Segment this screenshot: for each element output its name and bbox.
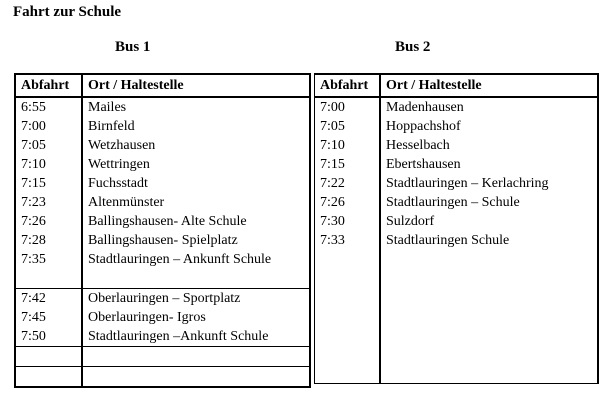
bus2-row — [315, 231, 599, 250]
bus1-col-time-header: Abfahrt — [15, 74, 82, 97]
bus1-row — [15, 155, 310, 174]
bus2-row — [315, 345, 599, 364]
bus2-time-cell — [315, 250, 381, 269]
bus1-row — [15, 117, 310, 136]
bus2-stop-cell — [380, 250, 598, 269]
bus2-row — [315, 117, 599, 136]
bus2-stop-cell: Sulzdorf — [386, 213, 435, 229]
page-title: Fahrt zur Schule — [13, 4, 122, 20]
bus2-col-stop-header: Ort / Haltestelle — [380, 74, 598, 97]
bus2-row — [315, 307, 599, 326]
bus2-time-cell: 7:10 — [315, 136, 381, 155]
bus1-stop-cell: Fuchsstadt — [88, 175, 148, 191]
bus1-row — [15, 174, 310, 193]
bus1-row — [15, 308, 310, 327]
bus1-time-cell: 7:28 — [15, 231, 82, 250]
bus2-row — [315, 326, 599, 345]
bus1-row — [15, 347, 310, 367]
bus1-time-cell: 7:35 — [15, 250, 82, 269]
bus1-row — [15, 231, 310, 250]
bus2-stop-cell: Stadtlauringen Schule — [386, 232, 510, 248]
bus1-time-cell: 7:00 — [15, 117, 82, 136]
bus2-stop-cell — [380, 307, 598, 326]
bus1-stop-cell: Ballingshausen- Alte Schule — [88, 213, 247, 229]
bus1-stop-cell — [82, 347, 310, 367]
bus2-row — [315, 193, 599, 212]
bus1-row — [15, 289, 310, 309]
bus1-row — [15, 367, 310, 388]
bus1-stop-cell: Oberlauringen – Sportplatz — [82, 289, 310, 309]
bus2-time-cell: 7:22 — [315, 174, 381, 193]
bus2-stop-cell: Hoppachshof — [386, 118, 461, 134]
bus1-stop-cell: Wetzhausen — [88, 137, 156, 153]
bus1-stop-cell: Mailes — [88, 99, 127, 115]
bus1-row — [15, 269, 310, 289]
bus1-col-stop-header: Ort / Haltestelle — [82, 74, 310, 97]
bus2-stop-cell: Stadtlauringen – Schule — [386, 194, 520, 210]
bus1-time-cell: 7:50 — [15, 327, 82, 347]
bus2-time-cell: 7:00 — [315, 97, 381, 117]
bus2-row — [315, 212, 599, 231]
bus2-time-cell — [315, 364, 381, 384]
bus1-time-cell: 7:42 — [15, 289, 82, 309]
bus1-stop-cell: Ballingshausen- Spielplatz — [88, 232, 238, 248]
bus1-heading: Bus 1 — [115, 39, 151, 55]
bus2-stop-cell: Madenhausen — [386, 99, 464, 115]
bus2-col-time-header: Abfahrt — [315, 74, 381, 97]
bus2-row — [315, 288, 599, 307]
bus2-time-cell: 7:15 — [315, 155, 381, 174]
bus2-row — [315, 174, 599, 193]
bus2-time-cell: 7:30 — [315, 212, 381, 231]
bus2-stop-cell: Ebertshausen — [386, 156, 461, 172]
bus2-row — [315, 364, 599, 384]
bus1-row — [15, 327, 310, 347]
bus1-stop-cell — [82, 269, 310, 289]
bus1-time-cell: 7:05 — [15, 136, 82, 155]
bus1-timetable — [14, 73, 311, 388]
bus1-time-cell: 6:55 — [15, 97, 82, 117]
bus2-time-cell — [315, 288, 381, 307]
bus1-stop-cell: Wettringen — [88, 156, 150, 172]
bus1-time-cell — [15, 269, 82, 289]
bus2-stop-cell — [380, 269, 598, 288]
bus2-row — [315, 155, 599, 174]
bus1-time-cell: 7:45 — [15, 308, 82, 327]
bus1-time-cell: 7:23 — [15, 193, 82, 212]
bus1-row — [15, 250, 310, 269]
bus1-stop-cell: Birnfeld — [88, 118, 135, 134]
bus2-stop-cell: Stadtlauringen – Kerlachring — [386, 175, 549, 191]
bus2-row — [315, 97, 599, 117]
bus1-time-cell: 7:15 — [15, 174, 82, 193]
bus1-time-cell — [15, 367, 82, 388]
bus1-stop-cell: Altenmünster — [88, 194, 165, 210]
bus1-time-cell: 7:26 — [15, 212, 82, 231]
bus1-stop-cell: Stadtlauringen –Ankunft Schule — [88, 328, 269, 344]
bus2-time-cell: 7:26 — [315, 193, 381, 212]
bus1-row — [15, 212, 310, 231]
bus2-heading: Bus 2 — [395, 39, 431, 55]
bus2-stop-cell — [380, 326, 598, 345]
bus1-row — [15, 136, 310, 155]
bus2-time-cell: 7:33 — [315, 231, 381, 250]
bus2-time-cell: 7:05 — [315, 117, 381, 136]
bus2-row — [315, 136, 599, 155]
bus1-row — [15, 193, 310, 212]
bus1-time-cell: 7:10 — [15, 155, 82, 174]
bus1-stop-cell: Oberlauringen- Igros — [88, 309, 206, 325]
bus1-time-cell — [15, 347, 82, 367]
bus1-header-row — [15, 74, 310, 97]
bus2-stop-cell — [380, 288, 598, 307]
bus2-header-row — [315, 74, 599, 97]
bus2-stop-cell: Hesselbach — [386, 137, 450, 153]
bus2-stop-cell — [380, 345, 598, 364]
bus2-time-cell — [315, 269, 381, 288]
bus2-time-cell — [315, 307, 381, 326]
bus2-stop-cell — [380, 364, 598, 384]
bus2-row — [315, 269, 599, 288]
bus1-stop-cell: Stadtlauringen – Ankunft Schule — [88, 251, 272, 267]
bus1-row — [15, 97, 310, 117]
bus2-time-cell — [315, 326, 381, 345]
bus2-timetable — [314, 73, 599, 384]
bus1-stop-cell — [82, 367, 310, 388]
bus2-time-cell — [315, 345, 381, 364]
bus2-row — [315, 250, 599, 269]
